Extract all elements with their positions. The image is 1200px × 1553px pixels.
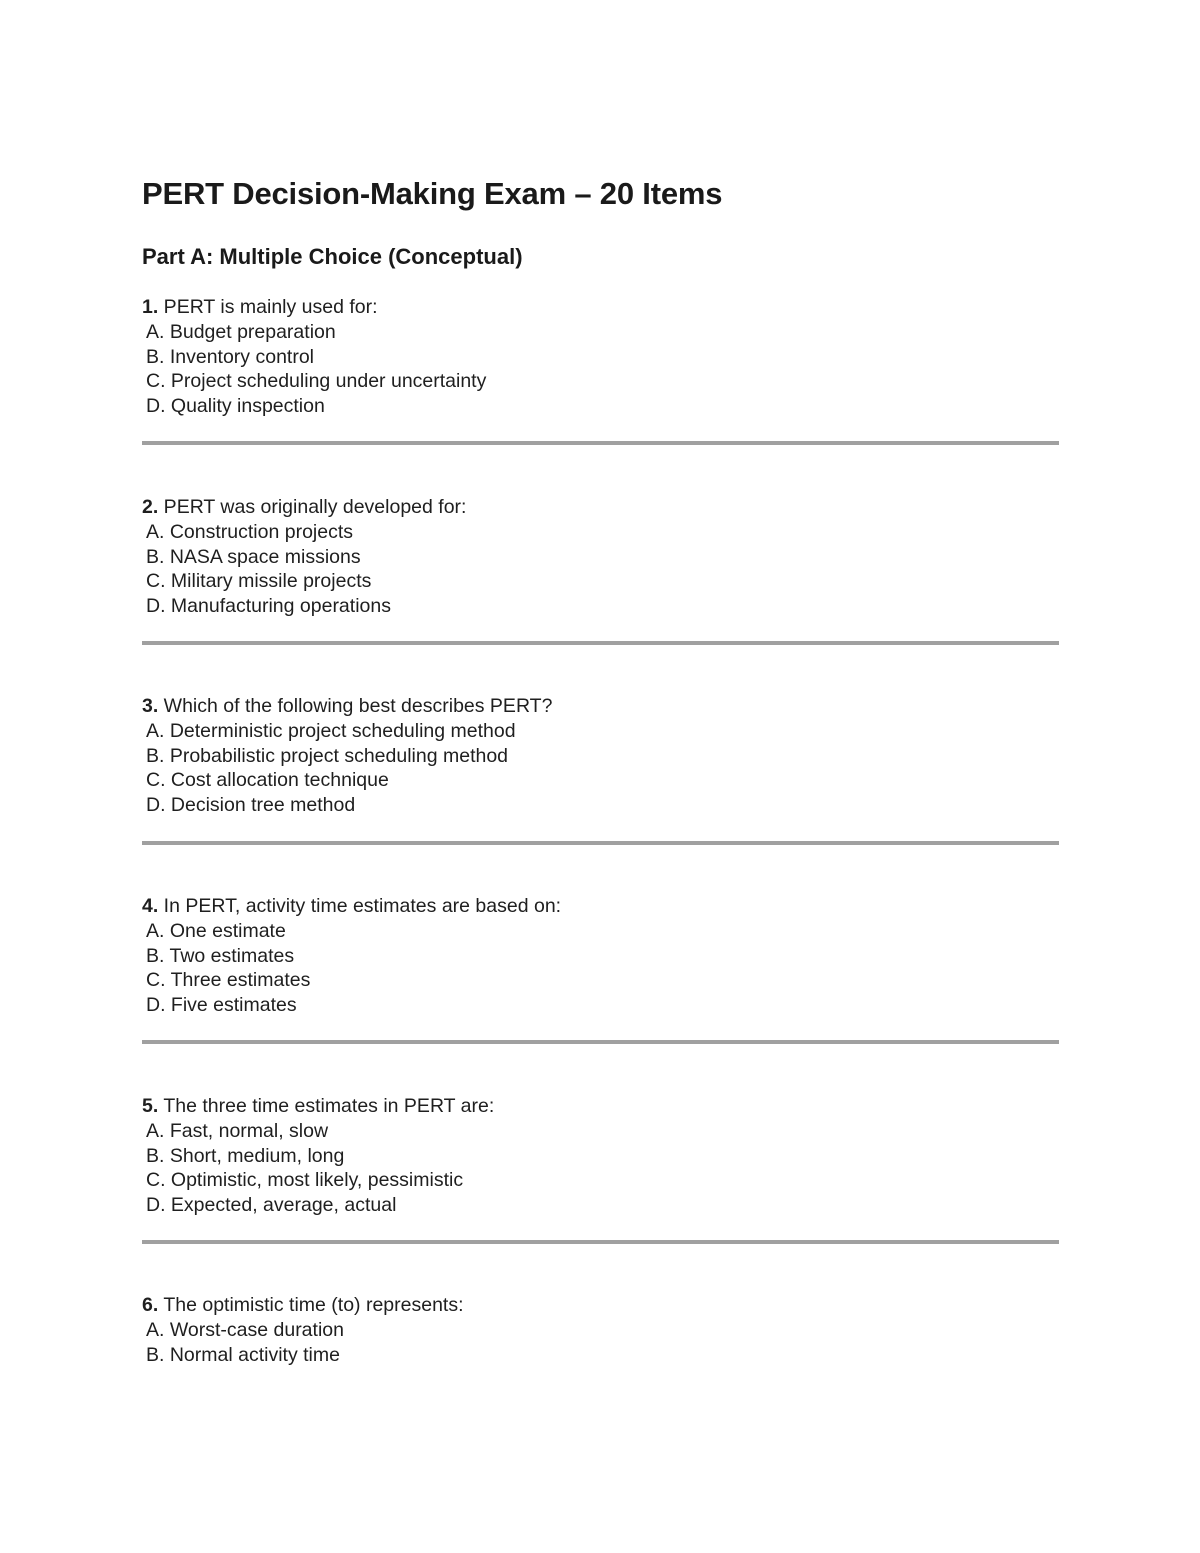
option-d: D. Expected, average, actual (146, 1194, 397, 1217)
option-d: D. Manufacturing operations (146, 595, 391, 618)
question-5 (142, 1094, 1059, 1218)
option-c: C. Cost allocation technique (146, 769, 389, 792)
question-number: 5. (142, 1095, 159, 1117)
question-6 (142, 1293, 1059, 1367)
question-number: 6. (142, 1294, 159, 1316)
option-c: C. Three estimates (146, 969, 311, 992)
question-text: PERT was originally developed for: (158, 496, 467, 518)
question-stem (142, 295, 1059, 320)
question-stem (142, 495, 1059, 520)
question-2 (142, 495, 1059, 619)
question-stem (142, 1293, 1059, 1318)
option-a: A. Fast, normal, slow (146, 1119, 329, 1142)
section-divider (142, 1040, 1059, 1044)
option-b: B. NASA space missions (146, 545, 361, 568)
question-3 (142, 694, 1059, 818)
part-a-heading: Part A: Multiple Choice (Conceptual) (142, 244, 523, 269)
question-text: In PERT, activity time estimates are based on: (158, 895, 562, 917)
option-c: C. Project scheduling under uncertainty (146, 370, 487, 393)
question-stem (142, 694, 1059, 719)
question-4 (142, 894, 1059, 1018)
section-divider (142, 641, 1059, 645)
option-a: A. One estimate (146, 919, 286, 942)
question-number: 2. (142, 496, 159, 518)
option-d: D. Five estimates (146, 994, 297, 1017)
option-d: D. Quality inspection (146, 395, 325, 418)
section-divider (142, 441, 1059, 445)
question-text: The optimistic time (to) represents: (158, 1294, 464, 1316)
question-text: Which of the following best describes PERT? (158, 695, 553, 717)
option-a: A. Deterministic project scheduling method (146, 719, 516, 742)
question-stem (142, 894, 1059, 919)
option-a: A. Construction projects (146, 520, 354, 543)
question-text: PERT is mainly used for: (158, 296, 378, 318)
section-divider (142, 841, 1059, 845)
question-number: 4. (142, 895, 159, 917)
question-text: The three time estimates in PERT are: (158, 1095, 495, 1117)
question-number: 3. (142, 695, 159, 717)
option-b: B. Probabilistic project scheduling method (146, 744, 509, 767)
option-a: A. Budget preparation (146, 320, 336, 343)
option-b: B. Short, medium, long (146, 1144, 345, 1167)
section-divider (142, 1240, 1059, 1244)
option-b: B. Normal activity time (146, 1343, 340, 1366)
question-1 (142, 295, 1059, 419)
option-c: C. Military missile projects (146, 570, 372, 593)
question-stem (142, 1094, 1059, 1119)
option-d: D. Decision tree method (146, 794, 356, 817)
question-number: 1. (142, 296, 159, 318)
page-title: PERT Decision-Making Exam – 20 Items (142, 176, 723, 211)
option-b: B. Two estimates (146, 944, 295, 967)
option-c: C. Optimistic, most likely, pessimistic (146, 1169, 464, 1192)
option-a: A. Worst-case duration (146, 1318, 344, 1341)
option-b: B. Inventory control (146, 345, 314, 368)
